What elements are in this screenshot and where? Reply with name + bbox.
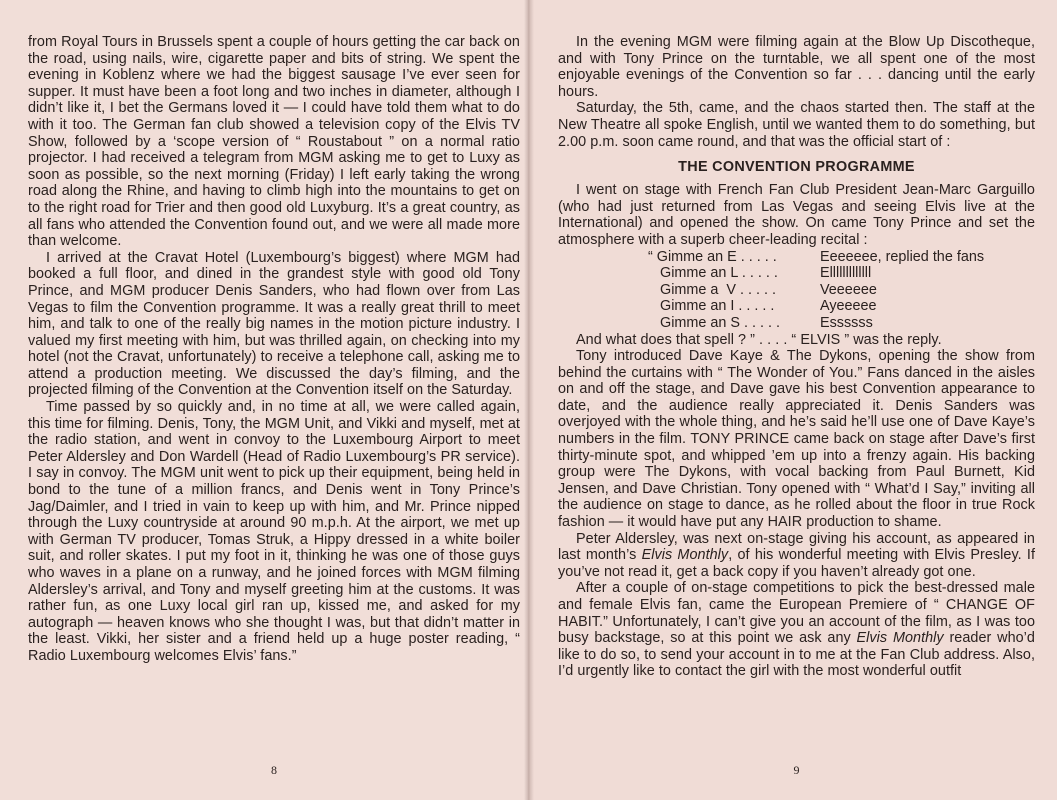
left-page [0,0,528,800]
right-intro-2: Saturday, the 5th, came, and the chaos started then. The staff at the New Theatre all spoke English, until we wanted them to do something, but 2.00 p.m. soon came round, and that was the official start of : [558,100,1035,150]
aldersley-text-end: , of his wonderful meeting with Elvis Presley. If you’ve not read it, get a back copy if you haven’t already got one. [558,547,1036,580]
recital-line [660,265,1035,282]
programme-opening: I went on stage with French Fan Club President Jean-Marc Garguillo (who had just returned from Las Vegas and seeing Elvis live at the International) and opened the show. On came Tony Prince and set the atmosphere with a superb cheer-leading recital : [558,182,1035,248]
right-page [528,0,1057,800]
recital-reply: Ayeeeee [820,298,877,315]
left-paragraph-2: I arrived at the Cravat Hotel (Luxembourg’s biggest) where MGM had booked a full floor, and dined in the grandest style with good old Tony Prince, and MGM producer Denis Sanders, who had flown over from Las Vegas to film the Convention programme. It was a really great thrill to meet him, and talk to one of the really big names in the motion picture industry. I valued my first meeting with him, but was thrilled again, on checking into my hotel (not the Cravat, unfortunately) to receive a telephone call, asking me to attend a production meeting. We discussed the day’s filming, and the projected filming of the Convention at the Convention itself on the Saturday. [28,249,520,399]
right-intro-1: In the evening MGM were filming again at the Blow Up Discotheque, and with Tony Prince on the turntable, we all spent one of the most enjoyable evenings of the Convention so far . . . dancing until the early hours. [558,34,1035,100]
aldersley-text-start: Peter Aldersley, was next on-stage giving his account, as appeared in last month’s [558,530,1035,564]
recital-call: Gimme a V . . . . . [660,281,776,298]
recital-line [648,249,1035,266]
magazine-title: Elvis Monthly [641,547,729,564]
recital-line [660,298,1035,315]
page-number-left: 8 [271,763,277,777]
aldersley-paragraph [558,531,1035,581]
page-gutter [524,0,534,800]
recital-call: Gimme an I . . . . . [660,298,775,315]
recital-call: Gimme an S . . . . . [660,314,780,331]
dykons-paragraph: Tony introduced Dave Kaye & The Dykons, opening the show from behind the curtains with “ The Wonder of You.” Fans danced in the aisles on and off the stage, and Dave gave his best Convention appearance to date, and the audience really appreciated it. Denis Sanders was overjoyed with the whole thing, and he’s said he’ll use one of Dave Kaye’s numbers in the film. TONY PRINCE came back on stage after Dave’s first thirty-minute spot, and whipped ’em up into a frenzy again. His backing group were The Dykons, with vocal backing from Paul Burnett, Kid Jensen, and Dave Christian. Tony opened with “ What’d I Say,” inviting all the audience on stage to dance, as he rolled about the floor in true Rock fashion — it would have put any HAIR production to shame. [558,348,1035,531]
recital-answer: And what does that spell ? ” . . . . “ ELVIS ” was the reply. [576,331,942,348]
left-paragraph-1: from Royal Tours in Brussels spent a couple of hours getting the car back on the road, using nails, wire, cigarette paper and bits of string. We spent the evening in Koblenz where we had the biggest sausage I’ve ever seen for supper. It must have been a foot long and two inches in diameter, although I didn’t like it, I bet the Germans loved it — I could have told them what to do with it too. The German fan club showed a television copy of the Elvis TV Show, followed by a ‘scope version of “ Roustabout ” on a normal ratio projector. I had received a telegram from MGM asking me to get to Luxy as soon as possible, so the next morning (Friday) I left early taking the wrong road along the Rhine, and having to climb high into the mountains to get on to the right road for Trier and then good old Luxyburg. It’s a great country, as all fans who attended the Convention found out, and we were all made more than welcome. [28,34,520,250]
left-paragraph-3: Time passed by so quickly and, in no time at all, we were called again, this time for filming. Denis, Tony, the MGM Unit, and Vikki and myself, met at the radio station, and went in convoy to the Luxembourg Airport to meet Peter Aldersley and Don Wardell (Head of Radio Luxembourg’s PR service). I say in convoy. The MGM unit went to pick up their equipment, being held in bond to the tune of a million francs, and Denis went in Tony Prince’s Jag/Daimler, and I tried in vain to keep up with him, and Mr. Prince nipped through the Luxy countryside at around 90 m.p.h. At the airport, we met up with German TV producer, Tomas Struk, a Hippy dressed in a white boiler suit, and roller skates. I put my foot in it, thinking he was one of those guys who waves in a plane on a runway, and he joined forces with MGM filming Aldersley’s arrival, and Tony and myself greeting him at the customs. It was rather fun, as one Luxy local girl ran up, kissed me, and asked for my autograph — heaven knows who she thought I was, but that didn’t matter in the least. Vikki, her sister and a friend held up a huge poster reading, “ Radio Luxembourg welcomes Elvis’ fans.” [28,399,520,664]
recital-reply: Eeeeeee, replied the fans [820,248,985,265]
recital-line [660,282,1035,299]
recital-reply: Veeeeee [820,281,877,298]
page-number-right: 9 [793,763,800,777]
cheer-recital [648,248,1035,332]
recital-call: “ Gimme an E . . . . . [648,248,777,265]
premiere-paragraph [558,580,1035,680]
premiere-text-start: After a couple of on-stage competitions to pick the best-dressed male and female Elvis fan, came the European Premiere of “ CHANGE OF HABIT.” Unfortunately, I can’t give you an account of the film, as I was too busy backstage, so at this point we ask any [558,580,1035,647]
recital-call: Gimme an L . . . . . [660,265,778,282]
magazine-title: Elvis Monthly [856,630,944,647]
section-heading: THE CONVENTION PROGRAMME [678,159,915,176]
recital-line [660,315,1035,332]
recital-reply: Elllllllllllll [820,265,872,282]
premiere-text-end: reader who’d like to do so, to send your account in to me at the Fan Club address. Also, I’d urgently like to contact the girl with the most wonderful outfit [558,630,1035,680]
recital-reply: Essssss [820,314,873,331]
